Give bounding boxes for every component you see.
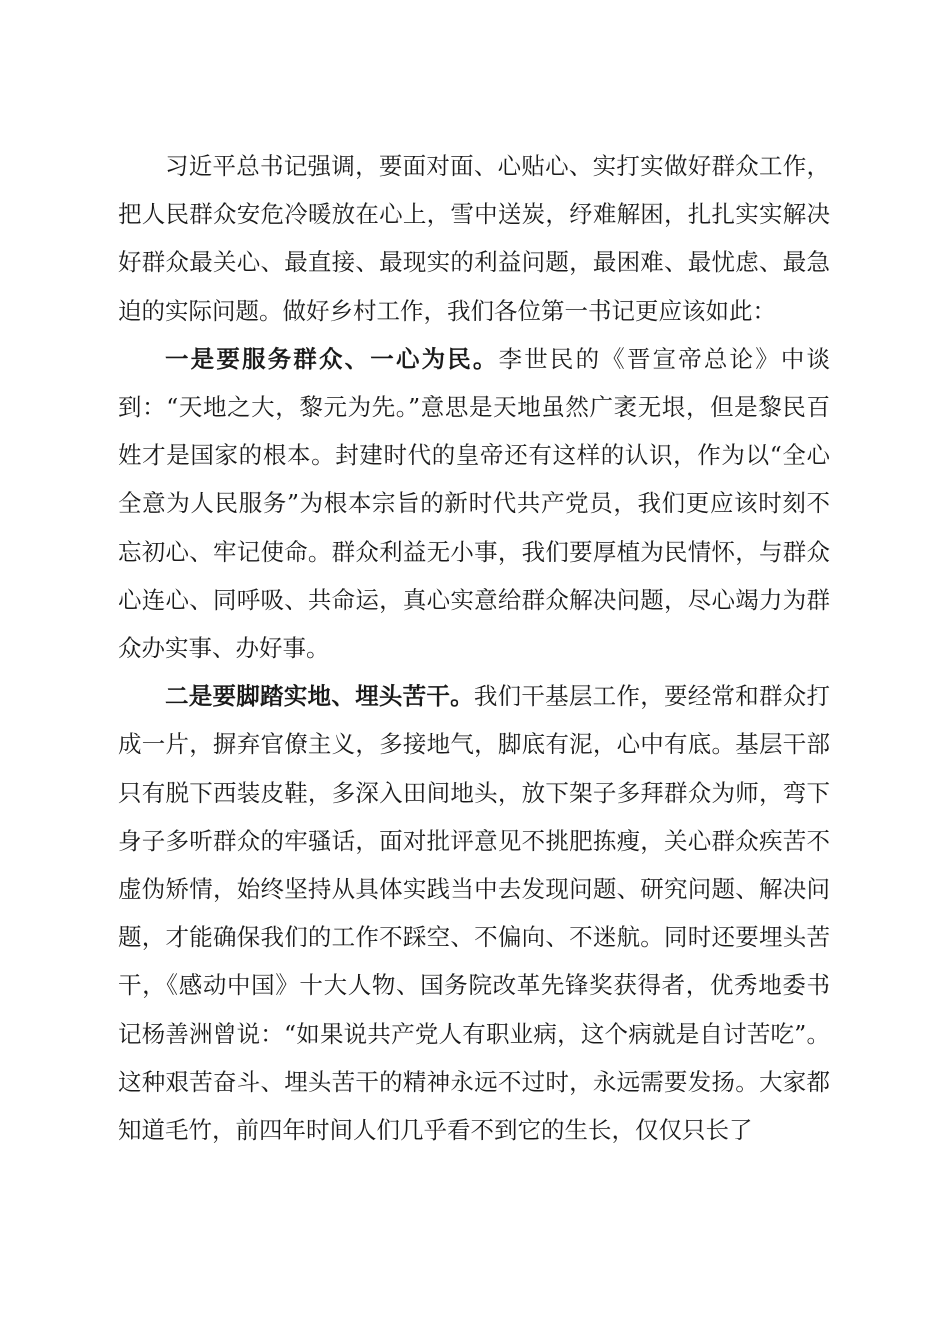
paragraph-point-one-text: 李世民的《晋宣帝总论》中谈到：“天地之大，黎元为先。”意思是天地虽然广袤无垠，但是黎民百姓才是国家的根本。封建时代的皇帝还有这样的认识，作为以“全心全意为人民服务”为根本宗旨的新时代共产党员，我们更应该时刻不忘初心、牢记使命。群众利益无小事，我们要厚植为民情怀，与群众心连心、同呼吸、共命运，真心实意给群众解决问题，尽心竭力为群众办实事、办好事。: [118, 344, 831, 663]
paragraph-point-two: [118, 672, 830, 1154]
paragraph-intro-text: 习近平总书记强调，要面对面、心贴心、实打实做好群众工作，把人民群众安危冷暖放在心上，雪中送炭，纾难解困，扎扎实实解决好群众最关心、最直接、最现实的利益问题，最困难、最忧虑、最急迫的实际问题。做好乡村工作，我们各位第一书记更应该如此：: [118, 152, 830, 325]
paragraph-intro: [118, 142, 830, 335]
paragraph-point-one: [118, 335, 830, 672]
paragraph-point-two-text: 我们干基层工作，要经常和群众打成一片，摒弃官僚主义，多接地气，脚底有泥，心中有底。基层干部只有脱下西装皮鞋，多深入田间地头，放下架子多拜群众为师，弯下身子多听群众的牢骚话，面对批评意见不挑肥拣瘦，关心群众疾苦不虚伪矫情，始终坚持从具体实践当中去发现问题、研究问题、解决问题，才能确保我们的工作不踩空、不偏向、不迷航。同时还要埋头苦干，《感动中国》十大人物、国务院改革先锋奖获得者，优秀地委书记杨善洲曾说：“如果说共产党人有职业病，这个病就是自讨苦吃”。这种艰苦奋斗、埋头苦干的精神永远不过时，永远需要发扬。大家都知道毛竹，前四年时间人们几乎看不到它的生长，仅仅只长了: [118, 682, 831, 1145]
paragraph-point-one-heading: 一是要服务群众、一心为民。: [165, 344, 499, 373]
paragraph-point-two-heading: 二是要脚踏实地、埋头苦干。: [165, 682, 474, 711]
document-body: [118, 142, 830, 1154]
